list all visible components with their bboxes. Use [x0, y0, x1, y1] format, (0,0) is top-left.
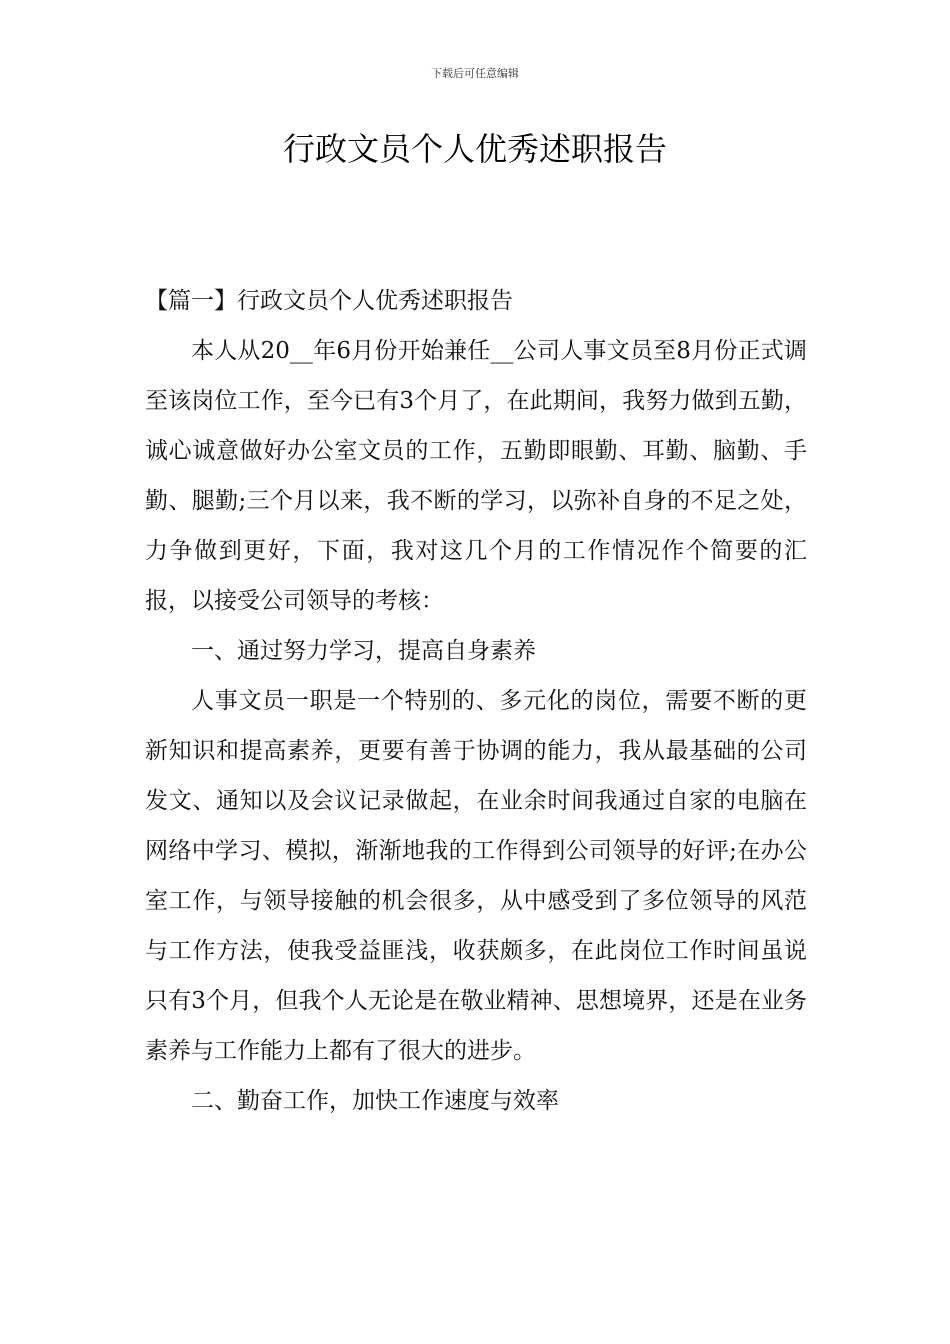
header-note: 下载后可任意编辑 [431, 67, 519, 80]
intro-paragraph: 本人从20__年6月份开始兼任__公司人事文员至8月份正式调至该岗位工作，至今已有3个月了，在此期间，我努力做到五勤，诚心诚意做好办公室文员的工作，五勤即眼勤、耳勤、脑勤、手勤、腿勤;三个月以来，我不断的学习，以弥补自身的不足之处，力争做到更好，下面，我对这几个月的工作情况作个简要的汇报，以接受公司领导的考核： [145, 338, 807, 614]
body-paragraph-1: 人事文员一职是一个特别的、多元化的岗位，需要不断的更新知识和提高素养，更要有善于协调的能力，我从最基础的公司发文、通知以及会议记录做起，在业余时间我通过自家的电脑在网络中学习、模拟，渐渐地我的工作得到公司领导的好评;在办公室工作，与领导接触的机会很多，从中感受到了多位领导的风范与工作方法，使我受益匪浅，收获颇多，在此岗位工作时间虽说只有3个月，但我个人无论是在敬业精神、思想境界，还是在业务素养与工作能力上都有了很大的进步。 [145, 688, 807, 1064]
section-heading-1: 一、通过努力学习，提高自身素养 [191, 638, 536, 664]
document-title: 行政文员个人优秀述职报告 [282, 130, 667, 168]
document-body [145, 276, 807, 1126]
section-heading-2: 二、勤奋工作，加快工作速度与效率 [191, 1088, 559, 1114]
section-title: 【篇一】行政文员个人优秀述职报告 [145, 288, 513, 314]
